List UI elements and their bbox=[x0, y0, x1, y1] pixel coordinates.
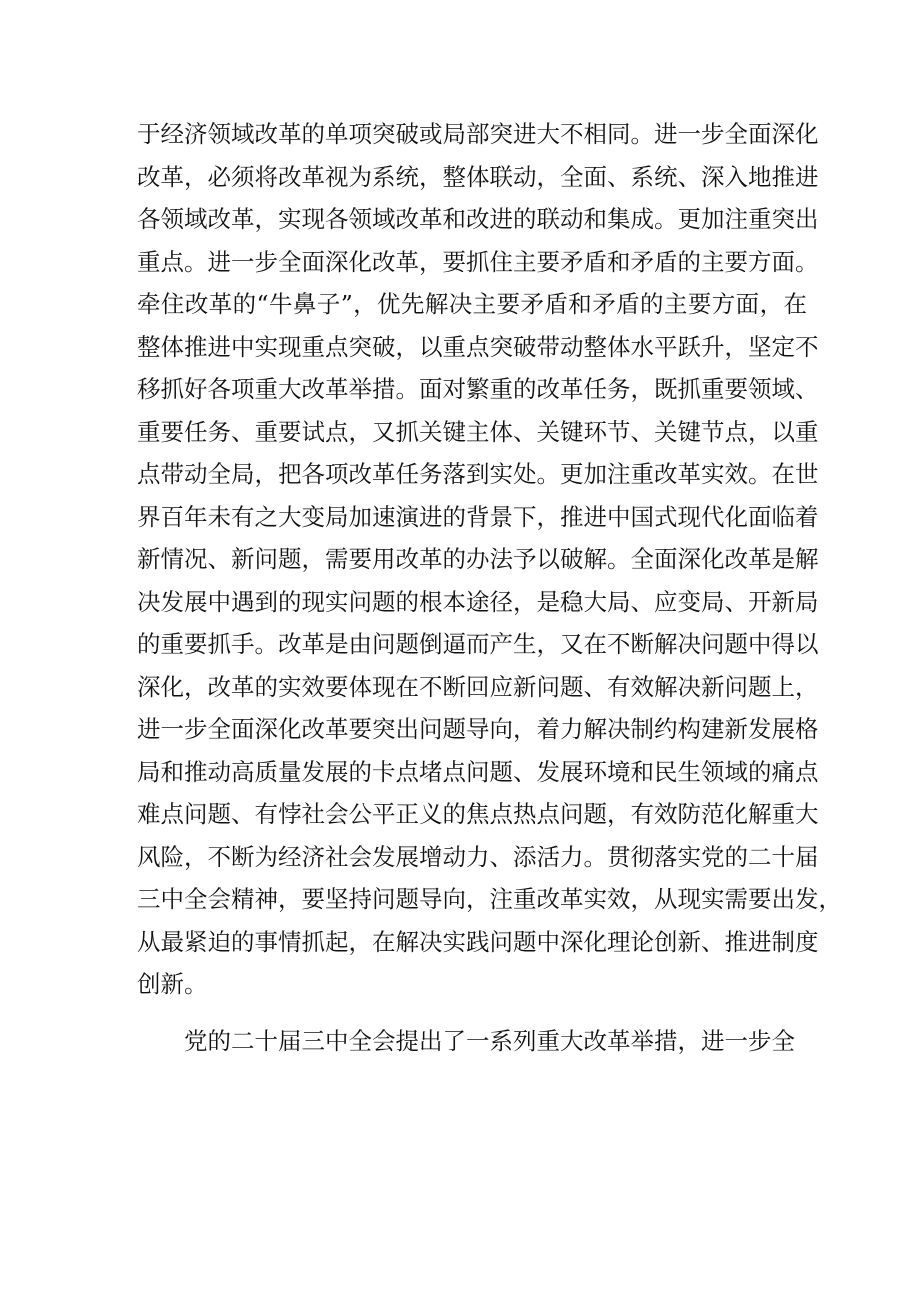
text-line: 三中全会精神，要坚持问题导向，注重改革实效，从现实需要出发， bbox=[137, 885, 842, 913]
text-line: 改革，必须将改革视为系统，整体联动，全面、系统、深入地推进 bbox=[137, 162, 819, 191]
text-line: 进一步全面深化改革要突出问题导向，着力解决制约构建新发展格 bbox=[137, 715, 819, 743]
text-line: 界百年未有之大变局加速演进的背景下，推进中国式现代化面临着 bbox=[137, 502, 819, 531]
text-line: 创新。 bbox=[137, 970, 208, 998]
text-line: 党的二十届三中全会提出了一系列重大改革举措，进一步全 bbox=[184, 1026, 795, 1055]
text-line: 各领域改革，实现各领域改革和改进的联动和集成。更加注重突出 bbox=[137, 205, 819, 233]
paragraph-2 bbox=[137, 1020, 807, 1063]
text-line: 新情况、新问题，需要用改革的办法予以破解。全面深化改革是解 bbox=[137, 545, 819, 573]
text-line: 的重要抓手。改革是由问题倒逼而产生，又在不断解决问题中得以 bbox=[137, 630, 819, 658]
text-line: 决发展中遇到的现实问题的根本途径，是稳大局、应变局、开新局 bbox=[137, 587, 819, 616]
text-line: 难点问题、有悖社会公平正义的焦点热点问题，有效防范化解重大 bbox=[137, 800, 819, 828]
text-line: 点带动全局，把各项改革任务落到实处。更加注重改革实效。在世 bbox=[137, 460, 819, 488]
body-text bbox=[137, 113, 842, 1062]
text-line: 深化，改革的实效要体现在不断回应新问题、有效解决新问题上， bbox=[137, 672, 819, 701]
text-line: 重要任务、重要试点，又抓关键主体、关键环节、关键节点，以重 bbox=[137, 417, 819, 446]
text-line: 重点。进一步全面深化改革，要抓住主要矛盾和矛盾的主要方面。 bbox=[137, 247, 819, 276]
text-line: 移抓好各项重大改革举措。面对繁重的改革任务，既抓重要领域、 bbox=[137, 375, 819, 403]
text-line: 从最紧迫的事情抓起，在解决实践问题中深化理论创新、推进制度 bbox=[137, 927, 819, 956]
text-line: 局和推动高质量发展的卡点堵点问题、发展环境和民生领域的痛点 bbox=[137, 757, 819, 786]
paragraph-spacer bbox=[137, 1006, 807, 1020]
text-line: 整体推进中实现重点突破，以重点突破带动整体水平跃升，坚定不 bbox=[137, 332, 819, 361]
text-line: 风险，不断为经济社会发展增动力、添活力。贯彻落实党的二十届 bbox=[137, 842, 819, 871]
text-line: 牵住改革的“牛鼻子”，优先解决主要矛盾和矛盾的主要方面，在 bbox=[137, 290, 807, 318]
text-line: 于经济领域改革的单项突破或局部突进大不相同。进一步全面深化 bbox=[137, 120, 819, 148]
paragraph-1 bbox=[137, 113, 842, 1006]
